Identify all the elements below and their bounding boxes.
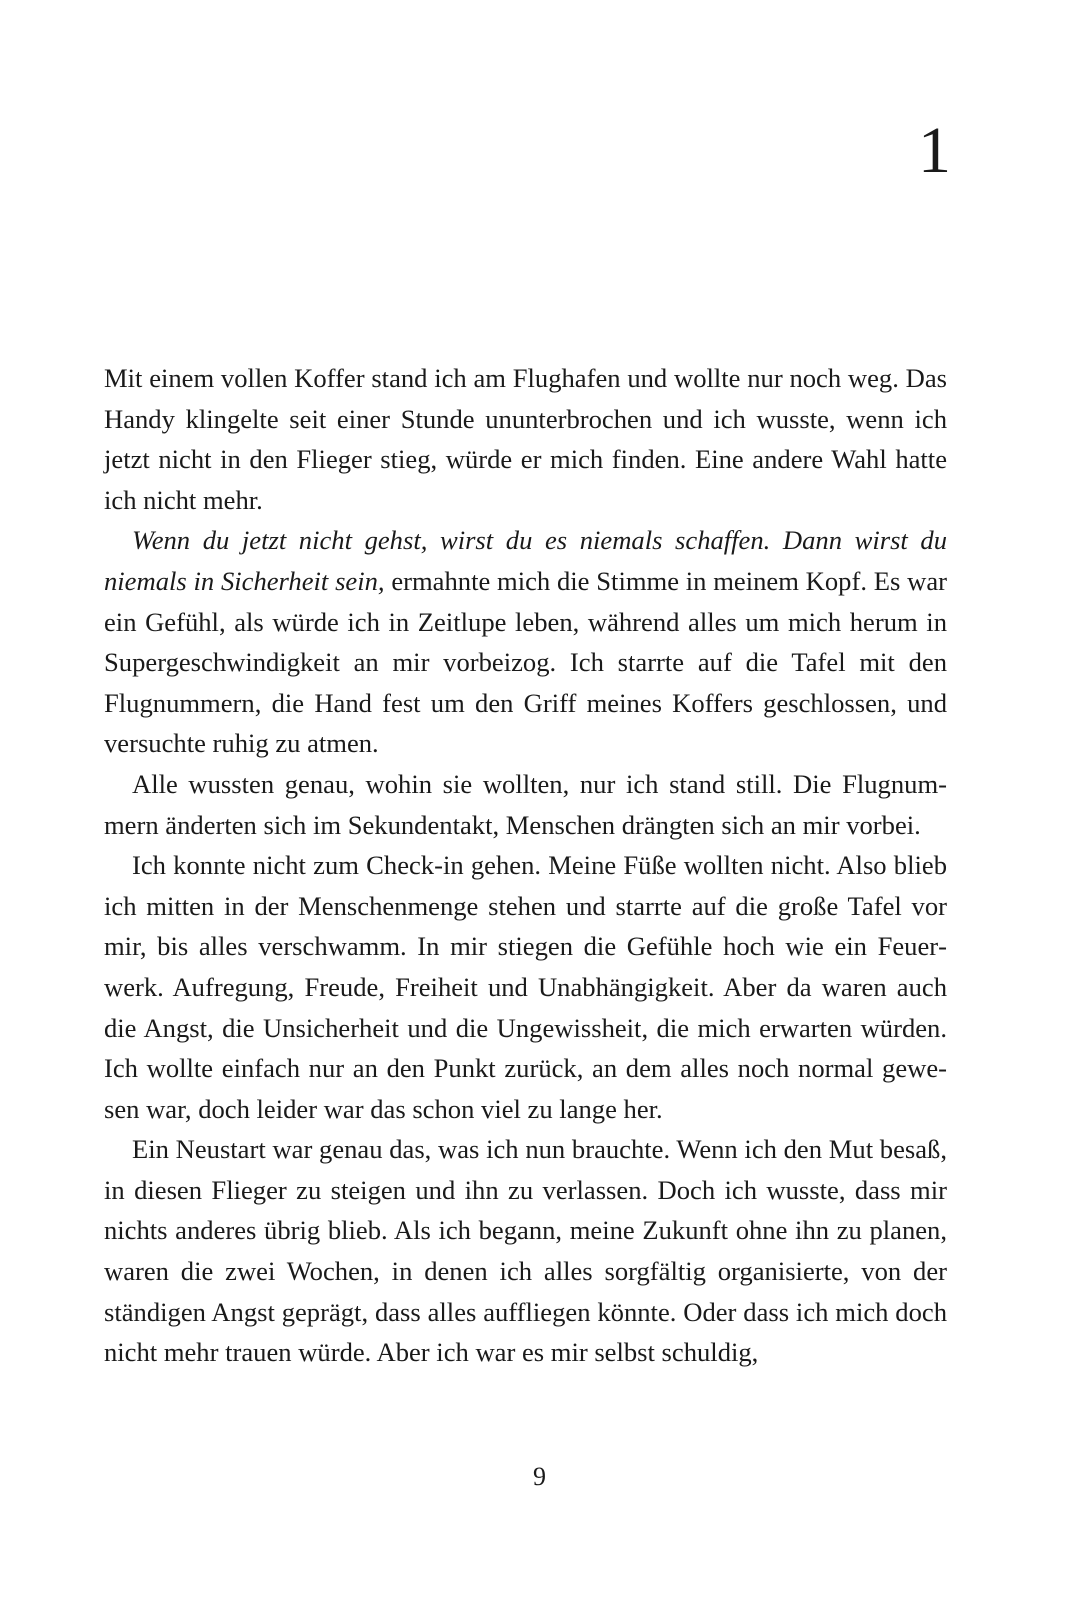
paragraph-3 <box>104 764 947 845</box>
paragraph-5-text: Ein Neustart war genau das, was ich nun brauchte. Wenn ich den Mut besaß, in diesen Flieger zu steigen und ihn zu verlassen. Doch ich wusste, dass mir nichts anderes übrig blieb. Als ich begann, meine Zukunft ohne ihn zu planen, waren die zwei Wochen, in denen ich alles sorgfältig organisierte, von der ständigen Angst geprägt, dass alles auffliegen könnte. Oder dass ich mich doch nicht mehr trauen würde. Aber ich war es mir selbst schuldig, <box>104 1134 947 1368</box>
paragraph-4-text: Ich konnte nicht zum Check-in gehen. Meine Füße wollten nicht. Also blieb ich mitten in der Menschenmenge stehen und starrte auf die große Tafel vor mir, bis alles verschwamm. In mir stiegen die Gefühle hoch wie ein Feuerwerk. Aufregung, Freude, Freiheit und Unabhängigkeit. Aber da waren auch die Angst, die Unsicherheit und die Ungewissheit, die mich erwarten würden. Ich wollte einfach nur an den Punkt zurück, an dem alles noch normal gewesen war, doch leider war das schon viel zu lange her. <box>104 850 947 1124</box>
paragraph-1-text: Mit einem vollen Koffer stand ich am Flughafen und wollte nur noch weg. Das Handy klingelte seit einer Stunde ununterbrochen und ich wusste, wenn ich jetzt nicht in den Flieger stieg, würde er mich finden. Eine andere Wahl hatte ich nicht mehr. <box>104 363 947 515</box>
body-text <box>104 358 947 1373</box>
paragraph-2 <box>104 520 947 764</box>
paragraph-3-text: Alle wussten genau, wohin sie wollten, nur ich stand still. Die Flugnummern änderten sich im Sekundentakt, Menschen drängten sich an mir vorbei. <box>104 768 947 840</box>
paragraph-2-italic: Wenn du jetzt nicht gehst, wirst du es niemals schaffen. Dann wirst du niemals in Sicherheit sein, <box>104 525 947 596</box>
paragraph-4 <box>104 845 947 1129</box>
chapter-number: 1 <box>918 114 951 187</box>
paragraph-5 <box>104 1129 947 1373</box>
paragraph-1 <box>104 358 947 520</box>
page-number: 9 <box>533 1462 546 1491</box>
paragraph-2-text: ermahnte mich die Stimme in meinem Kopf. Es war ein Gefühl, als würde ich in Zeitlupe leben, während alles um mich herum in Supergeschwindigkeit an mir vorbeizog. Ich starrte auf die Tafel mit den Flugnummern, die Hand fest um den Griff meines Koffers geschlossen, und versuchte ruhig zu atmen. <box>104 565 947 759</box>
